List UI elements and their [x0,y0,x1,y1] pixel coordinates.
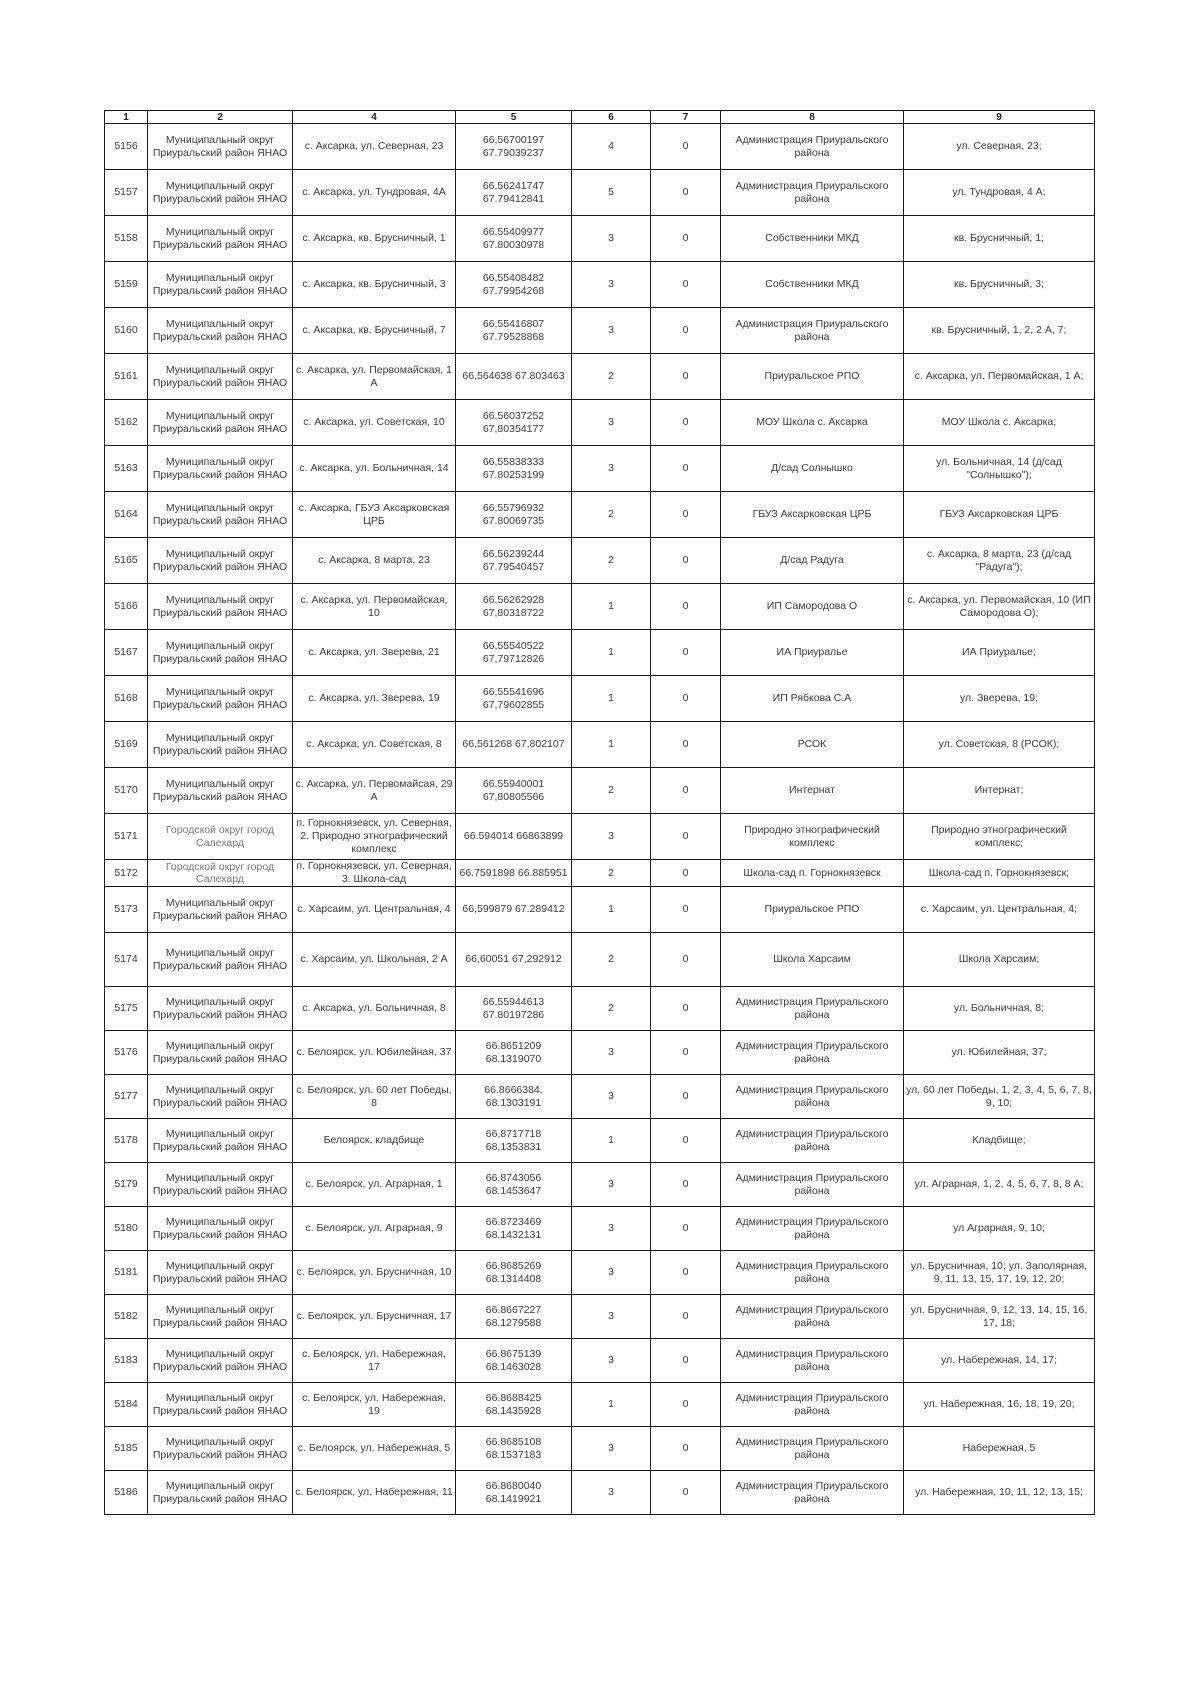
header-cell: 7 [651,111,721,124]
owner-cell: Школа Харсаим [721,933,904,987]
row-id-cell: 5158 [105,216,148,262]
table-row [105,987,1095,1031]
municipality-cell: Муниципальный округ Приуральский район ЯНАО [148,987,293,1031]
count-cell: 2 [572,933,651,987]
table-row [105,584,1095,630]
zero-cell: 0 [651,354,721,400]
served-objects-cell: ул. 60 лет Победы, 1, 2, 3, 4, 5, 6, 7, 8, 9, 10; [904,1075,1095,1119]
municipality-cell: Муниципальный округ Приуральский район ЯНАО [148,308,293,354]
coordinates-cell: 66.7591898 66.885951 [456,860,572,887]
row-id-cell: 5172 [105,860,148,887]
coordinates-cell: 66,55540522 67,79712826 [456,630,572,676]
address-cell: с. Белоярск, ул. Аграрная, 9 [293,1207,456,1251]
row-id-cell: 5185 [105,1427,148,1471]
table-row [105,538,1095,584]
count-cell: 1 [572,1383,651,1427]
count-cell: 3 [572,1031,651,1075]
owner-cell: Администрация Приуральского района [721,1119,904,1163]
address-cell: с. Белоярск, ул. 60 лет Победы, 8 [293,1075,456,1119]
coordinates-cell: 66,55940001 67,80805566 [456,768,572,814]
row-id-cell: 5159 [105,262,148,308]
zero-cell: 0 [651,1207,721,1251]
municipality-cell: Муниципальный округ Приуральский район ЯНАО [148,492,293,538]
owner-cell: МОУ Школа с. Аксарка [721,400,904,446]
served-objects-cell: ГБУЗ Аксарковская ЦРБ [904,492,1095,538]
table-row [105,492,1095,538]
coordinates-cell: 66,564638 67.803463 [456,354,572,400]
count-cell: 1 [572,676,651,722]
header-cell: 8 [721,111,904,124]
table-row [105,354,1095,400]
address-cell: с. Аксарка, 8 марта, 23 [293,538,456,584]
owner-cell: Администрация Приуральского района [721,308,904,354]
table-body [105,124,1095,1515]
municipality-cell: Муниципальный округ Приуральский район ЯНАО [148,170,293,216]
row-id-cell: 5166 [105,584,148,630]
zero-cell: 0 [651,584,721,630]
municipality-cell: Муниципальный округ Приуральский район ЯНАО [148,446,293,492]
row-id-cell: 5167 [105,630,148,676]
municipality-cell: Муниципальный округ Приуральский район ЯНАО [148,1119,293,1163]
municipality-cell: Муниципальный округ Приуральский район ЯНАО [148,887,293,933]
municipality-cell: Муниципальный округ Приуральский район ЯНАО [148,1295,293,1339]
address-cell: с. Аксарка, ул. Зверева, 21 [293,630,456,676]
owner-cell: ИА Приуралье [721,630,904,676]
table-row [105,1207,1095,1251]
served-objects-cell: Набережная, 5 [904,1427,1095,1471]
address-cell: с. Аксарка, ул. Северная, 23 [293,124,456,170]
registry-table [104,110,1095,1515]
table-row [105,446,1095,492]
row-id-cell: 5174 [105,933,148,987]
table-row [105,814,1095,860]
served-objects-cell: ул. Аграрная, 1, 2, 4, 5, 6, 7, 8, 8 А; [904,1163,1095,1207]
zero-cell: 0 [651,933,721,987]
municipality-cell: Городской округ город Салехард [148,860,293,887]
count-cell: 4 [572,124,651,170]
count-cell: 3 [572,1251,651,1295]
owner-cell: Администрация Приуральского района [721,124,904,170]
row-id-cell: 5162 [105,400,148,446]
coordinates-cell: 66,55409977 67.80030978 [456,216,572,262]
municipality-cell: Муниципальный округ Приуральский район ЯНАО [148,262,293,308]
served-objects-cell: МОУ Школа с. Аксарка; [904,400,1095,446]
row-id-cell: 5178 [105,1119,148,1163]
header-cell: 4 [293,111,456,124]
owner-cell: Д/сад Радуга [721,538,904,584]
served-objects-cell: с. Аксарка, ул. Первомайская, 1 А; [904,354,1095,400]
coordinates-cell: 66.8651209 68.1319070 [456,1031,572,1075]
municipality-cell: Городской округ город Салехард [148,814,293,860]
count-cell: 3 [572,1295,651,1339]
table-row [105,933,1095,987]
address-cell: с. Белоярск, ул. Набережная, 17 [293,1339,456,1383]
row-id-cell: 5156 [105,124,148,170]
municipality-cell: Муниципальный округ Приуральский район ЯНАО [148,768,293,814]
table-row [105,308,1095,354]
zero-cell: 0 [651,262,721,308]
count-cell: 3 [572,1207,651,1251]
table-row [105,1163,1095,1207]
owner-cell: Администрация Приуральского района [721,1471,904,1515]
row-id-cell: 5184 [105,1383,148,1427]
table-row [105,1339,1095,1383]
zero-cell: 0 [651,1383,721,1427]
owner-cell: Администрация Приуральского района [721,1339,904,1383]
served-objects-cell: Интернат; [904,768,1095,814]
address-cell: с. Аксарка, ул. Первомайская, 1 А [293,354,456,400]
row-id-cell: 5171 [105,814,148,860]
address-cell: с. Аксарка, ул. Тундровая, 4А [293,170,456,216]
served-objects-cell: ул. Набережная, 14, 17; [904,1339,1095,1383]
address-cell: с. Аксарка, кв. Брусничный, 3 [293,262,456,308]
owner-cell: Администрация Приуральского района [721,987,904,1031]
municipality-cell: Муниципальный округ Приуральский район ЯНАО [148,1207,293,1251]
zero-cell: 0 [651,492,721,538]
municipality-cell: Муниципальный округ Приуральский район ЯНАО [148,124,293,170]
zero-cell: 0 [651,768,721,814]
count-cell: 1 [572,722,651,768]
count-cell: 3 [572,814,651,860]
zero-cell: 0 [651,676,721,722]
zero-cell: 0 [651,400,721,446]
coordinates-cell: 66,55944613 67.80197286 [456,987,572,1031]
owner-cell: Природно этнографический комплекс [721,814,904,860]
municipality-cell: Муниципальный округ Приуральский район ЯНАО [148,216,293,262]
header-cell: 2 [148,111,293,124]
coordinates-cell: 66,56239244 67.79540457 [456,538,572,584]
owner-cell: Д/сад Солнышко [721,446,904,492]
coordinates-cell: 66.8675139 68.1463028 [456,1339,572,1383]
count-cell: 2 [572,987,651,1031]
served-objects-cell: с. Аксарка, 8 марта, 23 (д/сад "Радуга"); [904,538,1095,584]
zero-cell: 0 [651,1119,721,1163]
address-cell: с. Белоярск, ул. Брусничная, 17 [293,1295,456,1339]
served-objects-cell: ул. Больничная, 8; [904,987,1095,1031]
served-objects-cell: ул. Больничная, 14 (д/сад "Солнышко"); [904,446,1095,492]
row-id-cell: 5173 [105,887,148,933]
served-objects-cell: ИА Приуралье; [904,630,1095,676]
zero-cell: 0 [651,216,721,262]
address-cell: с. Аксарка, кв. Брусничный, 1 [293,216,456,262]
count-cell: 3 [572,1163,651,1207]
address-cell: с. Аксарка, ул. Первомайская, 10 [293,584,456,630]
municipality-cell: Муниципальный округ Приуральский район ЯНАО [148,584,293,630]
address-cell: с. Белоярск, ул. Юбилейная, 37 [293,1031,456,1075]
served-objects-cell: Кладбище; [904,1119,1095,1163]
coordinates-cell: 66.8723469 68.1432131 [456,1207,572,1251]
coordinates-cell: 66.8743056 68.1453647 [456,1163,572,1207]
served-objects-cell: ул Аграрная, 9, 10; [904,1207,1095,1251]
address-cell: с. Аксарка, ул. Больничная, 14 [293,446,456,492]
coordinates-cell: 66,8717718 68,1353831 [456,1119,572,1163]
served-objects-cell: Школа Харсаим; [904,933,1095,987]
coordinates-cell: 66.8666384. 68.1303191 [456,1075,572,1119]
table-row [105,262,1095,308]
owner-cell: Школа-сад п. Горнокнязевск [721,860,904,887]
owner-cell: Администрация Приуральского района [721,1075,904,1119]
municipality-cell: Муниципальный округ Приуральский район ЯНАО [148,1031,293,1075]
count-cell: 3 [572,1339,651,1383]
owner-cell: Администрация Приуральского района [721,1383,904,1427]
address-cell: Белоярск, кладбище [293,1119,456,1163]
table-row [105,1031,1095,1075]
table-row [105,860,1095,887]
address-cell: с. Харсаим, ул. Школьная, 2 А [293,933,456,987]
owner-cell: Приуральское РПО [721,354,904,400]
coordinates-cell: 66,599879 67.289412 [456,887,572,933]
row-id-cell: 5181 [105,1251,148,1295]
count-cell: 1 [572,584,651,630]
municipality-cell: Муниципальный округ Приуральский район ЯНАО [148,1339,293,1383]
zero-cell: 0 [651,538,721,584]
address-cell: с. Аксарка, ул. Советская, 8 [293,722,456,768]
zero-cell: 0 [651,1031,721,1075]
owner-cell: Собственники МКД [721,216,904,262]
address-cell: с. Аксарка, ул. Больничная, 8 [293,987,456,1031]
served-objects-cell: кв. Брусничный, 3; [904,262,1095,308]
table-row [105,400,1095,446]
coordinates-cell: 66,56700197 67.79039237 [456,124,572,170]
count-cell: 1 [572,887,651,933]
coordinates-cell: 66.594014 66863899 [456,814,572,860]
table-row [105,887,1095,933]
municipality-cell: Муниципальный округ Приуральский район ЯНАО [148,1075,293,1119]
owner-cell: Администрация Приуральского района [721,1031,904,1075]
owner-cell: Администрация Приуральского района [721,1251,904,1295]
table-row [105,170,1095,216]
count-cell: 3 [572,216,651,262]
header-cell: 5 [456,111,572,124]
count-cell: 3 [572,262,651,308]
municipality-cell: Муниципальный округ Приуральский район ЯНАО [148,1163,293,1207]
served-objects-cell: ул. Брусничная, 9, 12, 13, 14, 15, 16, 17, 18; [904,1295,1095,1339]
row-id-cell: 5160 [105,308,148,354]
table-row [105,1251,1095,1295]
table-row [105,768,1095,814]
owner-cell: Интернат [721,768,904,814]
table-row [105,1383,1095,1427]
table-row [105,630,1095,676]
zero-cell: 0 [651,1471,721,1515]
coordinates-cell: 66,55541696 67,79602855 [456,676,572,722]
count-cell: 3 [572,308,651,354]
header-cell: 1 [105,111,148,124]
served-objects-cell: Школа-сад п. Горнокнязевск; [904,860,1095,887]
row-id-cell: 5169 [105,722,148,768]
address-cell: с. Харсаим, ул. Центральная, 4 [293,887,456,933]
coordinates-cell: 66.8680040 68.1419921 [456,1471,572,1515]
count-cell: 1 [572,1119,651,1163]
row-id-cell: 5170 [105,768,148,814]
row-id-cell: 5161 [105,354,148,400]
owner-cell: Администрация Приуральского района [721,1427,904,1471]
owner-cell: Администрация Приуральского района [721,1295,904,1339]
coordinates-cell: 66,60051 67,292912 [456,933,572,987]
municipality-cell: Муниципальный округ Приуральский район ЯНАО [148,1383,293,1427]
count-cell: 3 [572,1075,651,1119]
owner-cell: ИП Рябкова С.А [721,676,904,722]
coordinates-cell: 66,55408482 67.79954268 [456,262,572,308]
coordinates-cell: 66,56262928 67,80318722 [456,584,572,630]
address-cell: с. Аксарка, ул. Советская, 10 [293,400,456,446]
address-cell: с. Белоярск, ул. Брусничная, 10 [293,1251,456,1295]
zero-cell: 0 [651,860,721,887]
owner-cell: РСОК [721,722,904,768]
count-cell: 2 [572,538,651,584]
owner-cell: Приуральское РПО [721,887,904,933]
zero-cell: 0 [651,170,721,216]
municipality-cell: Муниципальный округ Приуральский район ЯНАО [148,1251,293,1295]
zero-cell: 0 [651,887,721,933]
owner-cell: ИП Самородова О [721,584,904,630]
address-cell: с. Белоярск, ул. Набережная, 11 [293,1471,456,1515]
address-cell: с. Белоярск, ул. Аграрная, 1 [293,1163,456,1207]
zero-cell: 0 [651,1339,721,1383]
address-cell: с. Аксарка, ГБУЗ Аксарковская ЦРБ [293,492,456,538]
row-id-cell: 5157 [105,170,148,216]
table-row [105,216,1095,262]
header-cell: 9 [904,111,1095,124]
count-cell: 5 [572,170,651,216]
address-cell: с. Аксарка, ул. Зверева, 19 [293,676,456,722]
coordinates-cell: 66.8685108 68.1537183 [456,1427,572,1471]
table-row [105,722,1095,768]
served-objects-cell: ул. Набережная, 10, 11, 12, 13, 15; [904,1471,1095,1515]
row-id-cell: 5180 [105,1207,148,1251]
address-cell: с. Аксарка, кв. Брусничный, 7 [293,308,456,354]
row-id-cell: 5168 [105,676,148,722]
municipality-cell: Муниципальный округ Приуральский район ЯНАО [148,676,293,722]
row-id-cell: 5176 [105,1031,148,1075]
zero-cell: 0 [651,1295,721,1339]
coordinates-cell: 66,55416807 67.79528868 [456,308,572,354]
count-cell: 2 [572,768,651,814]
owner-cell: Администрация Приуральского района [721,1207,904,1251]
municipality-cell: Муниципальный округ Приуральский район ЯНАО [148,630,293,676]
municipality-cell: Муниципальный округ Приуральский район ЯНАО [148,1471,293,1515]
address-cell: с. Аксарка, ул. Первомайсая, 29 А [293,768,456,814]
owner-cell: Собственники МКД [721,262,904,308]
row-id-cell: 5179 [105,1163,148,1207]
served-objects-cell: ул. Тундровая, 4 А; [904,170,1095,216]
served-objects-cell: ул. Советская, 8 (РСОК); [904,722,1095,768]
header-row [105,111,1095,124]
municipality-cell: Муниципальный округ Приуральский район ЯНАО [148,538,293,584]
municipality-cell: Муниципальный округ Приуральский район ЯНАО [148,933,293,987]
count-cell: 1 [572,630,651,676]
coordinates-cell: 66,56241747 67.79412841 [456,170,572,216]
row-id-cell: 5182 [105,1295,148,1339]
zero-cell: 0 [651,308,721,354]
zero-cell: 0 [651,630,721,676]
table-row [105,1295,1095,1339]
served-objects-cell: ул. Набережная, 16, 18, 19, 20; [904,1383,1095,1427]
served-objects-cell: ул. Юбилейная, 37; [904,1031,1095,1075]
municipality-cell: Муниципальный округ Приуральский район ЯНАО [148,354,293,400]
table-row [105,1427,1095,1471]
zero-cell: 0 [651,1251,721,1295]
row-id-cell: 5165 [105,538,148,584]
zero-cell: 0 [651,1163,721,1207]
count-cell: 2 [572,860,651,887]
municipality-cell: Муниципальный округ Приуральский район ЯНАО [148,1427,293,1471]
served-objects-cell: с. Аксарка, ул. Первомайская, 10 (ИП Самородова О); [904,584,1095,630]
row-id-cell: 5164 [105,492,148,538]
zero-cell: 0 [651,1427,721,1471]
owner-cell: ГБУЗ Аксарковская ЦРБ [721,492,904,538]
zero-cell: 0 [651,722,721,768]
coordinates-cell: 66,56037252 67,80354177 [456,400,572,446]
row-id-cell: 5186 [105,1471,148,1515]
count-cell: 3 [572,1427,651,1471]
address-cell: п. Горнокнязевск, ул. Северная, 2. Природно этнографический комплекс [293,814,456,860]
owner-cell: Администрация Приуральского района [721,170,904,216]
coordinates-cell: 66.8688425 68.1435928 [456,1383,572,1427]
served-objects-cell: ул. Брусничная, 10; ул. Заполярная, 9, 11, 13, 15, 17, 19, 12, 20; [904,1251,1095,1295]
count-cell: 3 [572,446,651,492]
row-id-cell: 5163 [105,446,148,492]
zero-cell: 0 [651,987,721,1031]
served-objects-cell: Природно этнографический комплекс; [904,814,1095,860]
address-cell: с. Белоярск, ул. Набережная, 19 [293,1383,456,1427]
owner-cell: Администрация Приуральского района [721,1163,904,1207]
count-cell: 3 [572,1471,651,1515]
municipality-cell: Муниципальный округ Приуральский район ЯНАО [148,400,293,446]
coordinates-cell: 66,55796932 67.80069735 [456,492,572,538]
table-row [105,1471,1095,1515]
zero-cell: 0 [651,814,721,860]
row-id-cell: 5175 [105,987,148,1031]
municipality-cell: Муниципальный округ Приуральский район ЯНАО [148,722,293,768]
served-objects-cell: ул. Северная, 23; [904,124,1095,170]
table-row [105,124,1095,170]
table-row [105,1119,1095,1163]
coordinates-cell: 66.8685269 68.1314408 [456,1251,572,1295]
table-row [105,1075,1095,1119]
table-row [105,676,1095,722]
served-objects-cell: с. Харсаим, ул. Центральная, 4; [904,887,1095,933]
coordinates-cell: 66,561268 67,802107 [456,722,572,768]
zero-cell: 0 [651,1075,721,1119]
address-cell: с. Белоярск, ул. Набережная, 5 [293,1427,456,1471]
served-objects-cell: кв. Брусничный, 1, 2, 2 А, 7; [904,308,1095,354]
count-cell: 2 [572,354,651,400]
served-objects-cell: кв. Брусничный, 1; [904,216,1095,262]
count-cell: 2 [572,492,651,538]
count-cell: 3 [572,400,651,446]
row-id-cell: 5183 [105,1339,148,1383]
header-cell: 6 [572,111,651,124]
address-cell: п. Горнокнязевск, ул. Северная, 3. Школа-сад [293,860,456,887]
served-objects-cell: ул. Зверева, 19; [904,676,1095,722]
zero-cell: 0 [651,446,721,492]
coordinates-cell: 66,55838333 67.80253199 [456,446,572,492]
row-id-cell: 5177 [105,1075,148,1119]
zero-cell: 0 [651,124,721,170]
coordinates-cell: 66.8667227 68.1279588 [456,1295,572,1339]
